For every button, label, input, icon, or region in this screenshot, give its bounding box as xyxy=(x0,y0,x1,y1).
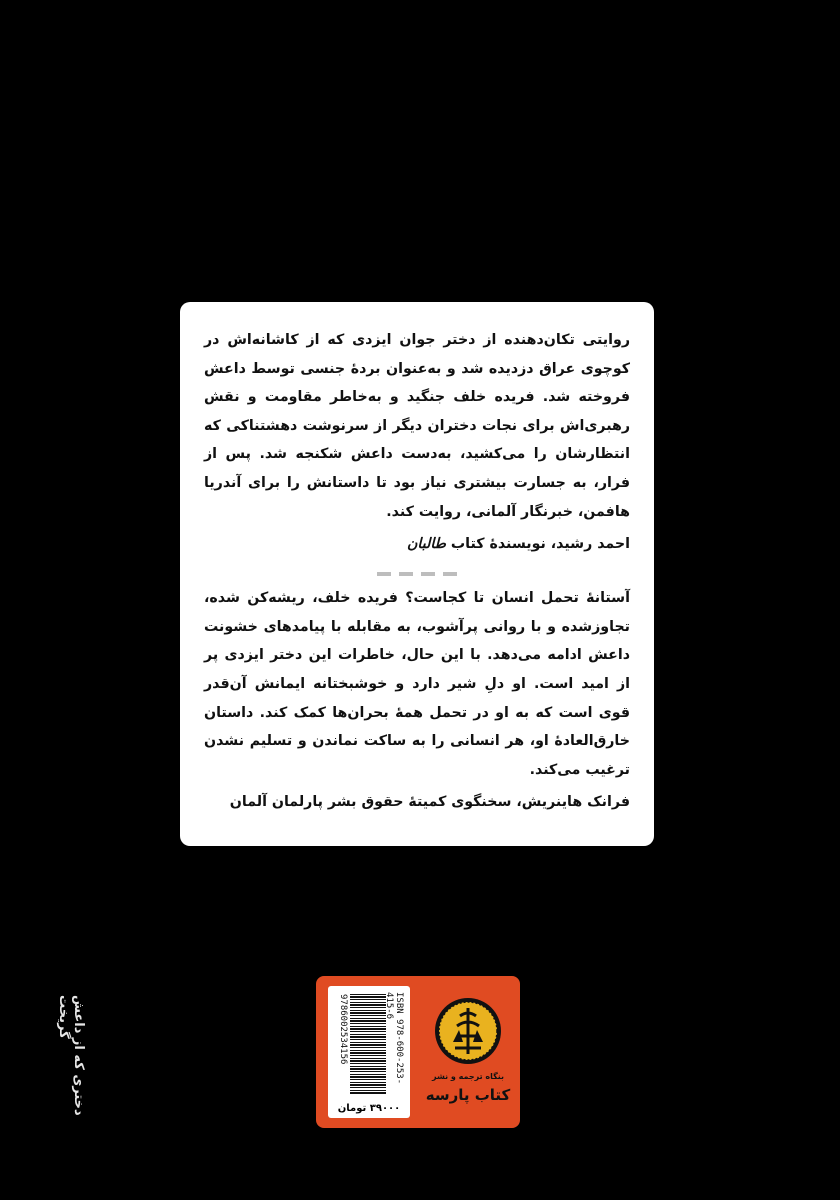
separator-dash xyxy=(399,572,413,576)
separator-dash xyxy=(443,572,457,576)
publisher-sticker xyxy=(316,976,520,1128)
signature-1-prefix: احمد رشید، نویسندهٔ کتاب xyxy=(450,536,630,553)
spine-title: دختری که از داعش گریخت xyxy=(56,995,86,1116)
barcode xyxy=(350,994,386,1094)
separator-dash xyxy=(377,572,391,576)
separator xyxy=(204,572,630,576)
ean-number: 9786002534156 xyxy=(338,994,348,1065)
price-label: ۳۹۰۰۰ تومان xyxy=(337,1103,401,1114)
blurb-card xyxy=(180,302,654,846)
blurb-paragraph-1: روایتی تکان‌دهنده از دختر جوان ایزدی که از کاشانه‌اش در کوچوی عراق دزدیده شد و به‌عنوان بردهٔ جنسی توسط داعش فروخته شد. فریده خلف جنگید و به‌خاطر مقاومت و نقش رهبری‌اش برای نجات دختران دیگر از سرنوشت دهشتناکی که انتظارشان را می‌کشید، به‌دست داعش شکنجه شد. پس از فرار، به جسارت بیشتری نیاز بود تا داستانش را برای آندریا هافمن، خبرنگار آلمانی، روایت کند. xyxy=(204,332,630,520)
separator-dash xyxy=(421,572,435,576)
publisher-logo-icon xyxy=(433,996,503,1066)
isbn-number: ISBN 978-600-253-415-6 xyxy=(384,992,404,1085)
blurb-paragraph-2: آستانهٔ تحمل انسان تا کجاست؟ فریده خلف، ریشه‌کن شده، تجاوزشده و با روانی پرآشوب، به مقابله با پیامدهای خشونت داعش ادامه می‌دهد. با این حال، خاطرات این دختر ایزدی پر از امید است. او دلِ شیر دارد و خوشبختانه ایمانش آن‌قدر قوی است که به او در تحمل همهٔ بحران‌ها کمک کند. داستان خارق‌العادهٔ او، هر انسانی را به ساکت نماندن و تسلیم نشدن ترغیب می‌کند. xyxy=(204,590,630,778)
barcode-panel xyxy=(328,986,410,1118)
blurb-signature-1 xyxy=(204,532,630,556)
publisher-name: کتاب پارسه xyxy=(425,1086,511,1104)
blurb-signature-2: فرانک هاینریش، سخنگوی کمیتهٔ حقوق بشر پارلمان آلمان xyxy=(229,794,630,811)
signature-1-book-title: طالبان xyxy=(406,536,446,553)
publisher-subtitle: بنگاه ترجمه و نشر xyxy=(431,1072,505,1081)
